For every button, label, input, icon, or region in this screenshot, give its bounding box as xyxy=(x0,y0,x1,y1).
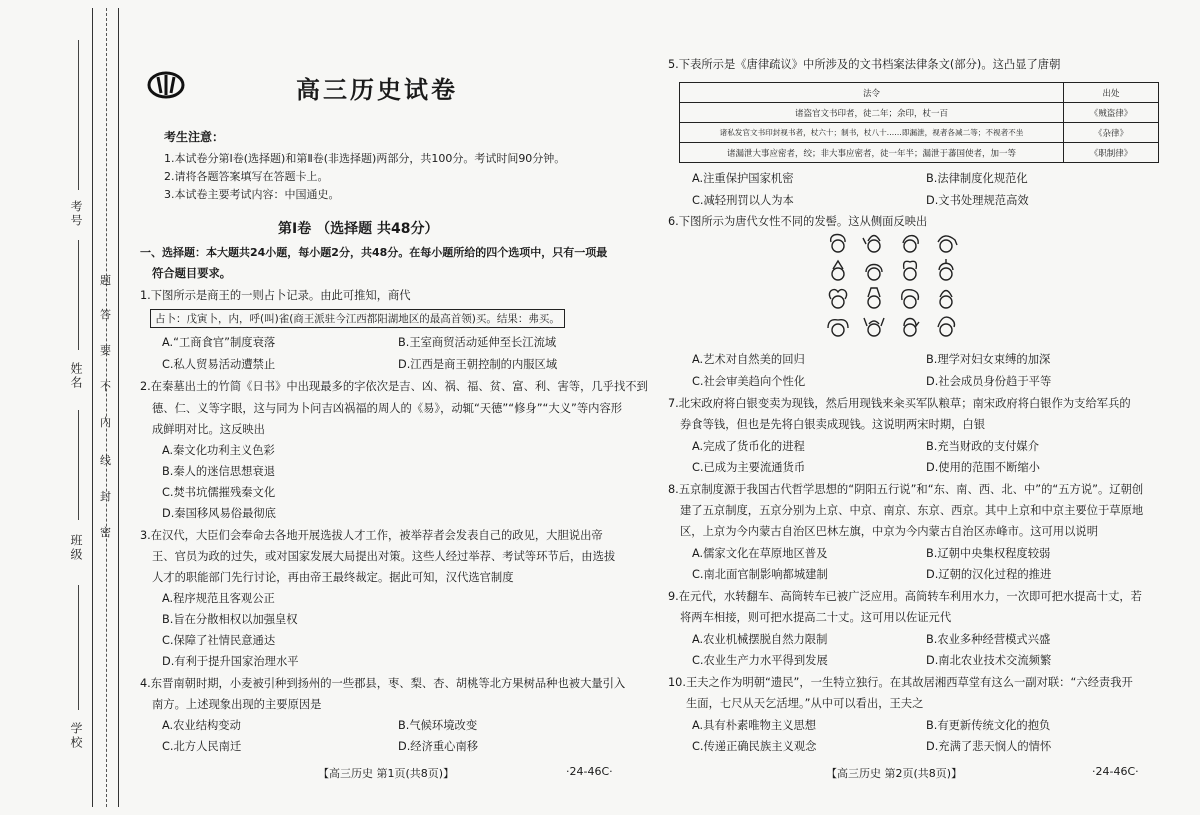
question-1-option-a: A.“工商食官”制度衰落 xyxy=(162,336,276,349)
table-row xyxy=(680,103,1159,123)
question-7-line: 券食等钱，但也是先将白银卖成现钱。这说明两宋时期，白银 xyxy=(680,418,986,431)
footer-page-label: 【高三历史 第1页(共8页)】 xyxy=(318,767,455,780)
hairstyle-illustration-icon xyxy=(826,232,976,344)
seal-char: 线 xyxy=(100,454,111,467)
question-10-option-d: D.充满了悲天悯人的情怀 xyxy=(926,740,1052,753)
table-cell-law: 诸盗官文书印者，徒二年；余印，杖一百 xyxy=(680,103,1064,123)
question-1-option-b: B.王室商贸活动延伸至长江流域 xyxy=(398,336,557,349)
question-3-line: 人才的职能部门先行讨论，再由帝王最终裁定。据此可知，汉代选官制度 xyxy=(152,571,514,584)
label-kaohao: 考号 xyxy=(69,200,83,228)
xingming-underline xyxy=(78,240,79,350)
question-3-option-a: A.程序规范且客观公正 xyxy=(162,592,275,605)
question-5-option-a: A.注重保护国家机密 xyxy=(692,172,794,185)
label-xingming: 姓名 xyxy=(69,362,83,390)
label-xuexiao: 学校 xyxy=(69,722,83,750)
question-6-option-a: A.艺术对自然美的回归 xyxy=(692,353,805,366)
footer-code: ·24-46C· xyxy=(566,765,613,778)
question-5-option-b: B.法律制度化规范化 xyxy=(926,172,1028,185)
seal-char: 答 xyxy=(100,308,111,321)
binding-margin xyxy=(0,0,125,815)
question-8-option-a: A.儒家文化在草原地区普及 xyxy=(692,547,828,560)
question-10-line: 10.王夫之作为明朝“遗民”，一生特立独行。在其故居湘西草堂有这么一副对联：“六经责我开 xyxy=(668,676,1133,689)
question-9-option-b: B.农业多种经营模式兴盛 xyxy=(926,633,1051,646)
question-5-stem: 5.下表所示是《唐律疏议》中所涉及的文书档案法律条文(部分)。这凸显了唐朝 xyxy=(668,58,1061,71)
banji-underline xyxy=(78,410,79,520)
question-2-option-d: D.秦国移风易俗最彻底 xyxy=(162,507,276,520)
notice-item: 1.本试卷分第Ⅰ卷(选择题)和第Ⅱ卷(非选择题)两部分，共100分。考试时间90分钟。 xyxy=(164,152,566,165)
question-7-option-b: B.充当财政的支付媒介 xyxy=(926,440,1040,453)
margin-dashed-line xyxy=(106,8,107,807)
table-header-law: 法令 xyxy=(680,83,1064,103)
seal-char: 密 xyxy=(100,526,111,539)
question-4-option-d: D.经济重心南移 xyxy=(398,740,479,753)
question-1-quote-box: 占卜：戊寅卜，内，呼(叫)雀(商王派驻今江西都阳湖地区的最高首领)买。结果：弗买。 xyxy=(150,309,565,328)
footer-code: ·24-46C· xyxy=(1092,765,1139,778)
seal-char: 要 xyxy=(100,344,111,357)
question-9-option-d: D.南北农业技术交流频繁 xyxy=(926,654,1052,667)
seal-char: 内 xyxy=(100,416,111,429)
question-6-stem: 6.下图所示为唐代女性不同的发髻。这从侧面反映出 xyxy=(668,215,928,228)
seal-char: 不 xyxy=(100,380,111,393)
question-5-option-c: C.减轻刑罚以人为本 xyxy=(692,194,794,207)
question-10-option-a: A.具有朴素唯物主义思想 xyxy=(692,719,817,732)
question-8-option-c: C.南北面官制影响都城建制 xyxy=(692,568,828,581)
question-7-line: 7.北宋政府将白银变卖为现钱，然后用现钱来籴买军队粮草；南宋政府将白银作为支给军兵的 xyxy=(668,397,1131,410)
question-9-option-a: A.农业机械摆脱自然力限制 xyxy=(692,633,828,646)
question-9-line: 9.在元代，水转翻车、高筒转车已被广泛应用。高筒转车利用水力，一次即可把水提高十丈，若 xyxy=(668,590,1142,603)
question-8-line: 区，上京为今内蒙古自治区巴林左旗，中京为今内蒙古自治区赤峰市。这可用以说明 xyxy=(680,525,1098,538)
table-cell-source: 《职制律》 xyxy=(1064,143,1159,163)
law-table xyxy=(679,82,1159,163)
question-4-line: 4.东晋南朝时期，小麦被引种到扬州的一些郡县，枣、梨、杏、胡桃等北方果树品种也被大量引入 xyxy=(140,677,626,690)
question-1-option-c: C.私人贸易活动遭禁止 xyxy=(162,358,276,371)
question-3-option-b: B.旨在分散相权以加强皇权 xyxy=(162,613,298,626)
table-row xyxy=(680,123,1159,143)
section-title: 第Ⅰ卷 （选择题 共48分） xyxy=(278,221,439,237)
publisher-logo-icon xyxy=(146,70,186,100)
question-2-option-c: C.焚书坑儒摧残秦文化 xyxy=(162,486,276,499)
notice-heading: 考生注意： xyxy=(164,130,225,144)
margin-line xyxy=(118,8,119,807)
label-banji: 班级 xyxy=(69,534,83,562)
question-6-option-c: C.社会审美趋向个性化 xyxy=(692,375,806,388)
notice-item: 2.请将各题答案填写在答题卡上。 xyxy=(164,170,329,183)
notice-item: 3.本试卷主要考试内容：中国通史。 xyxy=(164,188,340,201)
question-5-option-d: D.文书处理规范高效 xyxy=(926,194,1029,207)
question-3-option-d: D.有利于提升国家治理水平 xyxy=(162,655,299,668)
question-7-option-c: C.已成为主要流通货币 xyxy=(692,461,806,474)
table-header-source: 出处 xyxy=(1064,83,1159,103)
table-cell-law: 诸漏泄大事应密者，绞；非大事应密者，徒一年半；漏泄于蕃国使者，加一等 xyxy=(680,143,1064,163)
question-8-line: 8.五京制度源于我国古代哲学思想的“阴阳五行说”和“东、南、西、北、中”的“五方说”。辽朝创 xyxy=(668,483,1144,496)
footer-page-label: 【高三历史 第2页(共8页)】 xyxy=(826,767,963,780)
seal-char: 封 xyxy=(100,490,111,503)
question-10-option-c: C.传递正确民族主义观念 xyxy=(692,740,817,753)
table-cell-law: 诸私发官文书印封视书者，杖六十；制书，杖八十……即漏泄，视者各减二等；不视者不坐 xyxy=(680,123,1064,143)
question-7-option-a: A.完成了货币化的进程 xyxy=(692,440,805,453)
margin-line xyxy=(92,8,93,807)
question-2-line: 2.在秦墓出土的竹简《日书》中出现最多的字依次是吉、凶、祸、福、贫、富、利、害等，几乎找不到 xyxy=(140,380,648,393)
xuexiao-underline xyxy=(78,585,79,710)
instruction-line: 一、选择题：本大题共24小题，每小题2分，共48分。在每小题所给的四个选项中，只有一项最 xyxy=(140,246,608,259)
question-4-option-a: A.农业结构变动 xyxy=(162,719,241,732)
question-2-line: 成鲜明对比。这反映出 xyxy=(152,423,265,436)
question-8-line: 建了五京制度，五京分别为上京、中京、南京、东京、西京。其中上京和中京主要位于草原地 xyxy=(680,504,1144,517)
question-2-line: 德、仁、义等字眼，这与同为卜问吉凶祸福的周人的《易》，动辄“天德”“修身”“大义”等内容形 xyxy=(152,402,623,415)
question-7-option-d: D.使用的范围不断缩小 xyxy=(926,461,1040,474)
question-8-option-d: D.辽朝的汉化过程的推进 xyxy=(926,568,1052,581)
question-9-option-c: C.农业生产力水平得到发展 xyxy=(692,654,828,667)
question-3-option-c: C.保障了社情民意通达 xyxy=(162,634,276,647)
question-2-option-a: A.秦文化功利主义色彩 xyxy=(162,444,275,457)
question-9-line: 将两车相接，则可把水提高二十丈。这可用以佐证元代 xyxy=(680,611,952,624)
question-10-option-b: B.有更新传统文化的抱负 xyxy=(926,719,1051,732)
question-4-option-b: B.气候环境改变 xyxy=(398,719,478,732)
question-3-line: 王、官员为政的过失，或对国家发展大局提出对策。这些人经过举荐、考试等环节后，由选拔 xyxy=(152,550,616,563)
table-cell-source: 《贼盗律》 xyxy=(1064,103,1159,123)
table-cell-source: 《杂律》 xyxy=(1064,123,1159,143)
table-row xyxy=(680,143,1159,163)
page-title: 高三历史试卷 xyxy=(296,75,458,104)
question-8-option-b: B.辽朝中央集权程度较弱 xyxy=(926,547,1051,560)
kaohao-underline xyxy=(78,40,79,190)
question-2-option-b: B.秦人的迷信思想衰退 xyxy=(162,465,276,478)
seal-char: 题 xyxy=(100,274,111,287)
question-10-line: 生面，七尺从天乞活埋。”从中可以看出，王夫之 xyxy=(686,697,924,710)
question-3-line: 3.在汉代，大臣们会奉命去各地开展选拔人才工作，被举荐者会发表自己的政见，大胆说出帝 xyxy=(140,529,603,542)
question-6-option-d: D.社会成员身份趋于平等 xyxy=(926,375,1052,388)
question-4-line: 南方。上述现象出现的主要原因是 xyxy=(152,698,322,711)
question-6-option-b: B.理学对妇女束缚的加深 xyxy=(926,353,1051,366)
question-1-option-d: D.江西是商王朝控制的内服区域 xyxy=(398,358,558,371)
instruction-line: 符合题目要求。 xyxy=(152,267,232,280)
question-4-option-c: C.北方人民南迁 xyxy=(162,740,242,753)
question-1-stem: 1.下图所示是商王的一则占卜记录。由此可推知，商代 xyxy=(140,289,411,302)
